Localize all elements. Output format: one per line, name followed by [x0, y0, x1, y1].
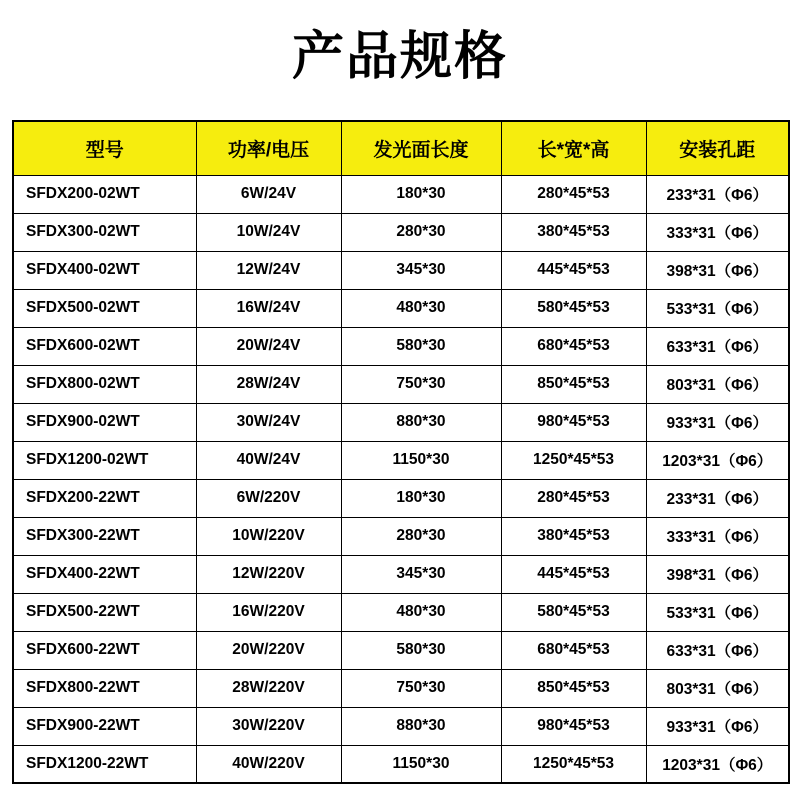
cell-model: SFDX400-02WT [13, 251, 196, 289]
cell-emitting-length: 280*30 [341, 517, 501, 555]
cell-mounting-hole-spacing: 533*31（Φ6） [646, 593, 789, 631]
table-row [13, 669, 789, 707]
column-header-dimensions: 长*宽*高 [501, 121, 646, 175]
cell-power-voltage: 28W/220V [196, 669, 341, 707]
cell-power-voltage: 30W/24V [196, 403, 341, 441]
column-header-mounting-hole-spacing: 安装孔距 [646, 121, 789, 175]
cell-mounting-hole-spacing: 633*31（Φ6） [646, 631, 789, 669]
cell-power-voltage: 30W/220V [196, 707, 341, 745]
cell-power-voltage: 40W/220V [196, 745, 341, 783]
cell-mounting-hole-spacing: 633*31（Φ6） [646, 327, 789, 365]
cell-mounting-hole-spacing: 803*31（Φ6） [646, 669, 789, 707]
cell-model: SFDX200-02WT [13, 175, 196, 213]
cell-dimensions: 380*45*53 [501, 517, 646, 555]
cell-model: SFDX900-02WT [13, 403, 196, 441]
cell-dimensions: 680*45*53 [501, 327, 646, 365]
cell-power-voltage: 20W/220V [196, 631, 341, 669]
column-header-emitting-length: 发光面长度 [341, 121, 501, 175]
cell-emitting-length: 1150*30 [341, 441, 501, 479]
cell-mounting-hole-spacing: 803*31（Φ6） [646, 365, 789, 403]
cell-emitting-length: 880*30 [341, 403, 501, 441]
cell-dimensions: 680*45*53 [501, 631, 646, 669]
cell-dimensions: 980*45*53 [501, 707, 646, 745]
cell-mounting-hole-spacing: 333*31（Φ6） [646, 213, 789, 251]
table-row [13, 479, 789, 517]
cell-power-voltage: 12W/24V [196, 251, 341, 289]
cell-emitting-length: 750*30 [341, 365, 501, 403]
table-row [13, 593, 789, 631]
cell-model: SFDX600-02WT [13, 327, 196, 365]
spec-table-container [0, 98, 800, 784]
column-header-model: 型号 [13, 121, 196, 175]
cell-mounting-hole-spacing: 1203*31（Φ6） [646, 745, 789, 783]
cell-dimensions: 280*45*53 [501, 479, 646, 517]
page-title: 产品规格 [291, 28, 508, 86]
cell-power-voltage: 10W/220V [196, 517, 341, 555]
cell-emitting-length: 480*30 [341, 289, 501, 327]
table-row [13, 441, 789, 479]
cell-mounting-hole-spacing: 533*31（Φ6） [646, 289, 789, 327]
cell-model: SFDX500-02WT [13, 289, 196, 327]
cell-dimensions: 445*45*53 [501, 251, 646, 289]
cell-dimensions: 280*45*53 [501, 175, 646, 213]
spec-table [12, 120, 790, 784]
cell-dimensions: 1250*45*53 [501, 745, 646, 783]
cell-emitting-length: 480*30 [341, 593, 501, 631]
table-row [13, 175, 789, 213]
table-row [13, 327, 789, 365]
cell-mounting-hole-spacing: 1203*31（Φ6） [646, 441, 789, 479]
cell-dimensions: 445*45*53 [501, 555, 646, 593]
cell-mounting-hole-spacing: 233*31（Φ6） [646, 479, 789, 517]
cell-power-voltage: 28W/24V [196, 365, 341, 403]
cell-emitting-length: 1150*30 [341, 745, 501, 783]
cell-model: SFDX200-22WT [13, 479, 196, 517]
table-row [13, 517, 789, 555]
cell-mounting-hole-spacing: 333*31（Φ6） [646, 517, 789, 555]
cell-emitting-length: 345*30 [341, 555, 501, 593]
table-row [13, 251, 789, 289]
cell-power-voltage: 16W/220V [196, 593, 341, 631]
table-row [13, 403, 789, 441]
cell-mounting-hole-spacing: 233*31（Φ6） [646, 175, 789, 213]
table-row [13, 745, 789, 783]
cell-model: SFDX600-22WT [13, 631, 196, 669]
table-row [13, 213, 789, 251]
cell-emitting-length: 280*30 [341, 213, 501, 251]
cell-model: SFDX300-22WT [13, 517, 196, 555]
cell-emitting-length: 580*30 [341, 631, 501, 669]
cell-dimensions: 1250*45*53 [501, 441, 646, 479]
cell-dimensions: 580*45*53 [501, 289, 646, 327]
cell-model: SFDX300-02WT [13, 213, 196, 251]
table-header-row [13, 121, 789, 175]
column-header-power-voltage: 功率/电压 [196, 121, 341, 175]
cell-power-voltage: 40W/24V [196, 441, 341, 479]
table-header [13, 121, 789, 175]
table-row [13, 365, 789, 403]
cell-model: SFDX800-22WT [13, 669, 196, 707]
cell-model: SFDX1200-02WT [13, 441, 196, 479]
cell-dimensions: 850*45*53 [501, 365, 646, 403]
cell-model: SFDX1200-22WT [13, 745, 196, 783]
cell-mounting-hole-spacing: 933*31（Φ6） [646, 707, 789, 745]
cell-mounting-hole-spacing: 398*31（Φ6） [646, 251, 789, 289]
cell-model: SFDX500-22WT [13, 593, 196, 631]
cell-dimensions: 850*45*53 [501, 669, 646, 707]
cell-mounting-hole-spacing: 398*31（Φ6） [646, 555, 789, 593]
cell-mounting-hole-spacing: 933*31（Φ6） [646, 403, 789, 441]
cell-dimensions: 580*45*53 [501, 593, 646, 631]
cell-power-voltage: 10W/24V [196, 213, 341, 251]
cell-power-voltage: 20W/24V [196, 327, 341, 365]
cell-power-voltage: 16W/24V [196, 289, 341, 327]
table-row [13, 631, 789, 669]
cell-model: SFDX900-22WT [13, 707, 196, 745]
cell-dimensions: 380*45*53 [501, 213, 646, 251]
cell-power-voltage: 12W/220V [196, 555, 341, 593]
cell-emitting-length: 180*30 [341, 479, 501, 517]
cell-emitting-length: 180*30 [341, 175, 501, 213]
cell-model: SFDX400-22WT [13, 555, 196, 593]
table-body [13, 175, 789, 783]
cell-emitting-length: 750*30 [341, 669, 501, 707]
cell-emitting-length: 880*30 [341, 707, 501, 745]
cell-power-voltage: 6W/220V [196, 479, 341, 517]
table-row [13, 555, 789, 593]
table-row [13, 289, 789, 327]
cell-emitting-length: 580*30 [341, 327, 501, 365]
cell-emitting-length: 345*30 [341, 251, 501, 289]
cell-dimensions: 980*45*53 [501, 403, 646, 441]
table-row [13, 707, 789, 745]
cell-model: SFDX800-02WT [13, 365, 196, 403]
cell-power-voltage: 6W/24V [196, 175, 341, 213]
